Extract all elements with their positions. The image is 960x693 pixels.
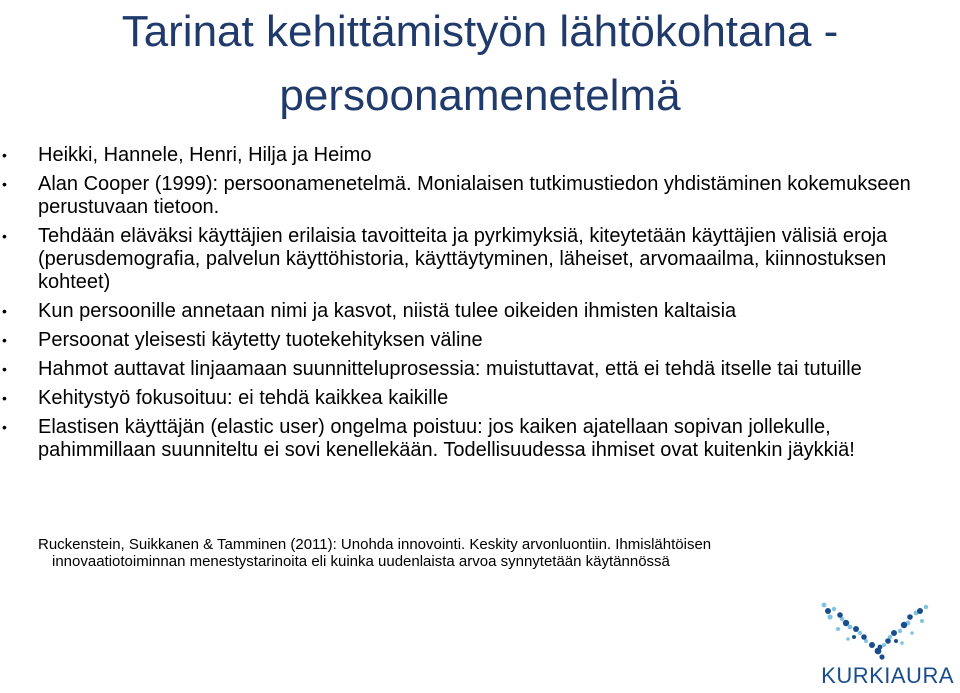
- bullet-icon: •: [2, 228, 7, 244]
- title-line-2: persoonamenetelmä: [279, 71, 681, 120]
- kurkiaura-logo: [804, 597, 954, 689]
- bullet-icon: •: [2, 147, 7, 163]
- list-item: [0, 300, 930, 323]
- list-item-text: Heikki, Hannele, Henri, Hilja ja Heimo: [38, 144, 372, 166]
- list-item: [0, 225, 930, 294]
- list-item-text: Tehdään eläväksi käyttäjien erilaisia tavoitteita ja pyrkimyksiä, kiteytetään käyttäjien välisiä eroja (perusdemografia, palvelun käyttöhistoria, käyttäytyminen, läheiset, arvomaailma, kiinnostuksen kohteet): [38, 225, 888, 293]
- logo-dots-icon: [804, 597, 954, 667]
- bullet-icon: •: [2, 390, 7, 406]
- bullet-list: [0, 144, 930, 468]
- list-item-text: Hahmot auttavat linjaamaan suunnitteluprosessia: muistuttavat, että ei tehdä itselle tai tutuille: [38, 358, 862, 380]
- bullet-icon: •: [2, 176, 7, 192]
- list-item: [0, 329, 930, 352]
- reference-line-2: innovaatiotoiminnan menestystarinoita eli kuinka uudenlaista arvoa synnytetään käytännössä: [52, 553, 670, 570]
- reference-line-1: Ruckenstein, Suikkanen & Tamminen (2011): Unohda innovointi. Keskity arvonluontiin. Ihmislähtöisen: [38, 536, 712, 553]
- list-item-text: Kun persoonille annetaan nimi ja kasvot, niistä tulee oikeiden ihmisten kaltaisia: [38, 300, 737, 322]
- bullet-icon: •: [2, 332, 7, 348]
- reference-citation: [38, 536, 898, 570]
- slide-title: [0, 0, 960, 128]
- logo-text: KURKIAURA: [821, 663, 954, 688]
- list-item-text: Elastisen käyttäjän (elastic user) ongelma poistuu: jos kaiken ajatellaan sopivan jollekulle, pahimmillaan suunniteltu ei sovi kenellekään. Todellisuudessa ihmiset ovat kuitenkin jäykkiä!: [38, 416, 855, 461]
- list-item-text: Kehitystyö fokusoituu: ei tehdä kaikkea kaikille: [38, 387, 449, 409]
- list-item: [0, 416, 930, 462]
- list-item-text: Persoonat yleisesti käytetty tuotekehityksen väline: [38, 329, 483, 351]
- list-item: [0, 144, 930, 167]
- list-item: [0, 173, 930, 219]
- list-item: [0, 358, 930, 381]
- bullet-icon: •: [2, 303, 7, 319]
- list-item-text: Alan Cooper (1999): persoonamenetelmä. Monialaisen tutkimustiedon yhdistäminen kokemukseen perustuvaan tietoon.: [38, 173, 911, 218]
- list-item: [0, 387, 930, 410]
- title-line-1: Tarinat kehittämistyön lähtökohtana -: [121, 7, 839, 56]
- bullet-icon: •: [2, 419, 7, 435]
- bullet-icon: •: [2, 361, 7, 377]
